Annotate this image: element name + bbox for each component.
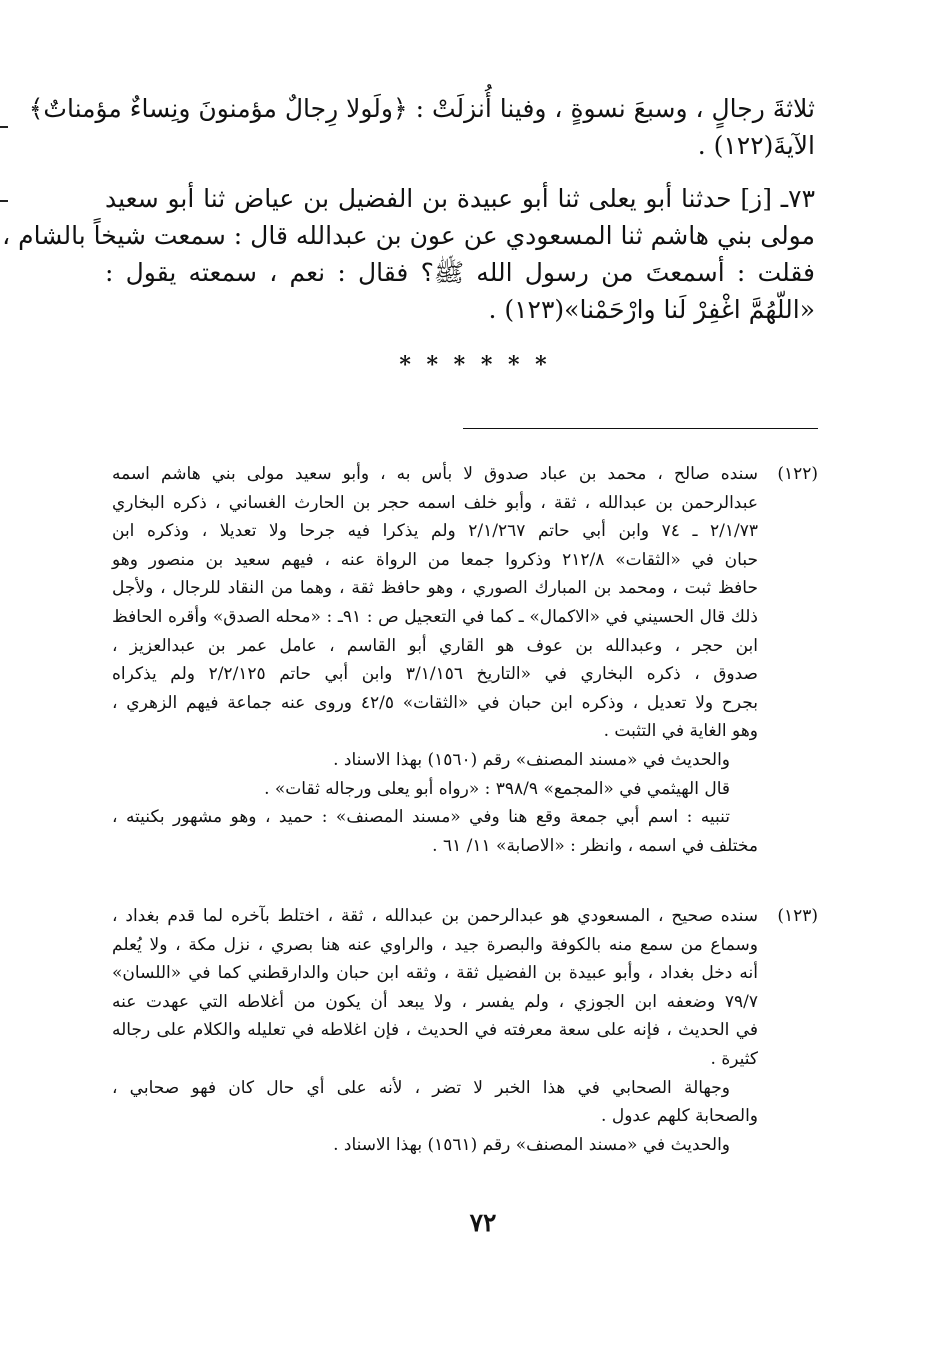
footnote-line: والحديث في «مسند المصنف» رقم (١٥٦٠) بهذا الاسناد .: [333, 749, 730, 770]
footnote-line: حافظ ثبت ، ومحمد بن المبارك الصوري ، وهو حافظ ثقة ، وهما من النقاد للرجال ، ولأجل: [112, 578, 758, 599]
footnote-line: ذلك قال الحسيني في «الاكمال» ـ كما في التعجيل ص : ٩١ـ : «محله الصدق» وأقره الحافظ: [112, 606, 758, 627]
footnote-line: أنه دخل بغداد ، وأبو عبيدة بن الفضيل ثقة ، وثقه ابن حبان والدارقطني كما في «اللسان»: [112, 963, 758, 984]
page-number: ٧٢: [469, 1208, 497, 1237]
main-text-line: الآيةَ(١٢٢) .: [697, 131, 815, 160]
footnote-rule: [463, 428, 818, 429]
footnote-123: [112, 902, 818, 1159]
footnote-line: تنبيه : اسم أبي جمعة وقع هنا وفي «مسند المصنف» : حميد ، وهو مشهور بكنيته ،: [112, 807, 730, 828]
footnote-line: ابن حجر ، وعبدالله بن عوف هو القاري أبو القاسم ، عامل عمر بن عبدالعزيز ،: [112, 635, 758, 656]
margin-mark-top: [0, 126, 8, 128]
footnote-line: قال الهيثمي في «المجمع» ٣٩٨/٩ : «رواه أبو يعلى ورجاله ثقات» .: [264, 778, 730, 799]
main-text-line: ٧٣ـ [ز] حدثنا أبو يعلى ثنا أبو عبيدة بن الفضيل بن عياض ثنا أبو سعيد: [105, 184, 815, 213]
footnote-number: (١٢٣): [777, 906, 818, 926]
footnote-line: مختلف في اسمه ، وانظر : «الاصابة» ١١/ ٦١ .: [432, 835, 758, 856]
main-text-line: فقلت : أسمعتَ من رسول الله ﷺ؟ فقال : نعم ، سمعته يقول :: [105, 258, 815, 287]
footnote-line: وسماع من سمع منه بالكوفة والبصرة جيد ، والراوي عنه هنا بصري ، نزل مكة ، ولا يُعلم: [112, 934, 758, 955]
footnote-line: سنده صالح ، محمد بن عباد صدوق لا بأس به ، وأبو سعيد مولى بني هاشم اسمه: [112, 464, 758, 484]
footnote-number: (١٢٢): [777, 464, 818, 484]
footnote-122: [112, 460, 818, 860]
main-text-line: مولى بني هاشم ثنا المسعودي عن عون بن عبدالله قال : سمعت شيخاً بالشام ،: [2, 221, 815, 250]
section-separator-stars: * * * * * *: [399, 352, 551, 378]
footnote-line: بجرح ولا تعديل ، وذكره ابن حبان في «الثقات» ٤٢/٥ وروى عنه جماعة فيهم الزهري ،: [112, 692, 758, 713]
main-text-line: «اللّهُمَّ اغْفِرْ لَنا وارْحَمْنا»(١٢٣) .: [488, 295, 815, 324]
footnote-body: [112, 460, 758, 860]
footnote-line: عبدالرحمن بن عبدالله ، ثقة ، وأبو خلف اسمه حجر بن الحارث الغساني ، ذكره البخاري: [112, 492, 758, 513]
margin-mark-middle: [0, 200, 8, 202]
footnote-line: صدوق ، ذكره البخاري في «التاريخ ٣/١/١٥٦ وابن أبي حاتم ٢/٢/١٢٥ ولم يذكراه: [112, 664, 758, 685]
footnote-line: ٧٩/٧ وضعفه ابن الجوزي ، ولم يفسر ، ولا يبعد أن يكون من أغلاطه التي عهدت عنه: [112, 991, 758, 1012]
footnote-line: حبان في «الثقات» ٢١٢/٨ وذكروا جمعا من الرواة عنه ، فيهم سعيد بن منصور وهو: [112, 549, 758, 570]
main-text: [28, 90, 815, 164]
footnote-line: كثيرة .: [710, 1048, 758, 1069]
footnote-line: والصحابة كلهم عدول .: [601, 1106, 758, 1127]
main-text-line: ثلاثةَ رجالٍ ، وسبعَ نسوةٍ ، وفينا أُنزلَتْ : ﴿ولَولا رِجالٌ مؤمنونَ ونِساءٌ مؤمناتٌ﴾: [28, 94, 815, 123]
footnote-line: والحديث في «مسند المصنف» رقم (١٥٦١) بهذا الاسناد .: [333, 1134, 730, 1155]
footnote-line: وهو الغاية في التثبت .: [603, 721, 758, 742]
footnote-line: سنده صحيح ، المسعودي هو عبدالرحمن بن عبدالله ، ثقة ، اختلط بآخره لما قدم بغداد ،: [112, 906, 758, 926]
footnote-line: في الحديث ، فإنه على سعة معرفته في الحديث ، فإن اغلاطه في تعليله والكلام على رجاله: [112, 1020, 758, 1041]
footnote-body: [112, 902, 758, 1159]
footnote-line: ٢/١/٧٣ ـ ٧٤ وابن أبي حاتم ٢/١/٢٦٧ ولم يذكرا فيه جرحا ولا تعديلا ، وذكره ابن: [112, 521, 758, 542]
hadith-73: [2, 180, 815, 328]
footnote-line: وجهالة الصحابي في هذا الخبر لا تضر ، لأنه على أي حال كان فهو صحابي ،: [112, 1077, 730, 1098]
